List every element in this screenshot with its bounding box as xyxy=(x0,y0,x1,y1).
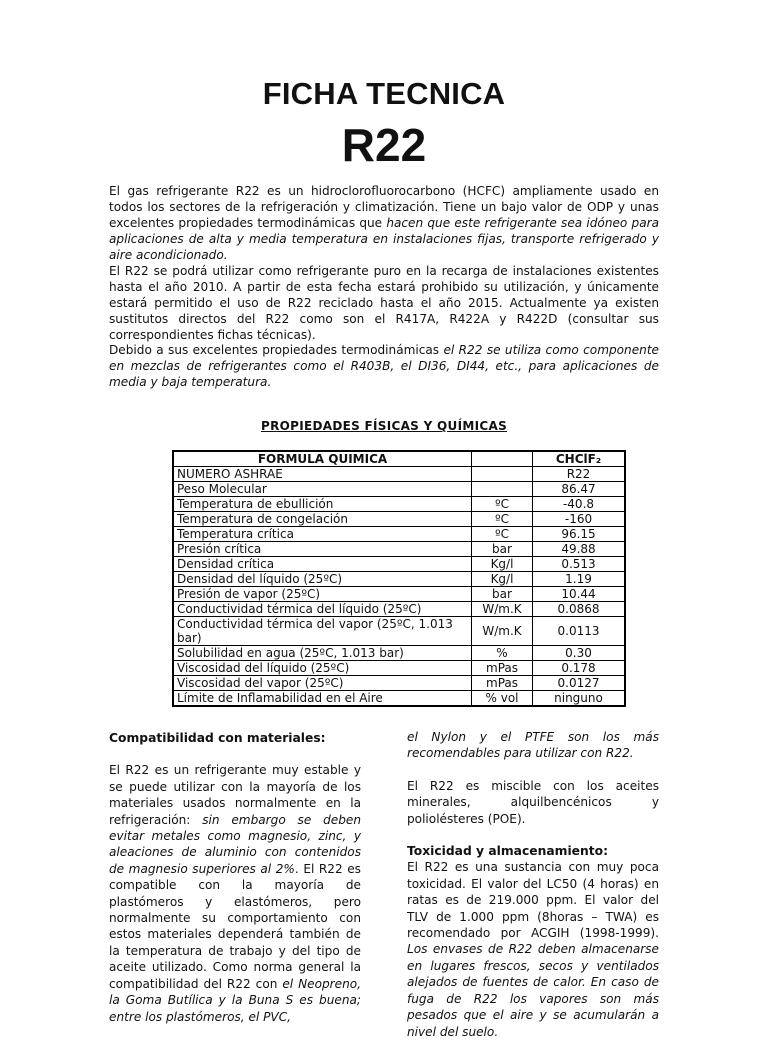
right-column xyxy=(407,729,659,1040)
property-name: Solubilidad en agua (25ºC, 1.013 bar) xyxy=(173,646,472,661)
compat-continued xyxy=(407,729,659,762)
compat-text-c: . El R22 es compatible con la mayoría de plastómeros y elastómeros, pero normalmente su comportamiento con estos materiales dependerá también de la temperatura de trabajo y del tipo de aceite utilizado. Como norma general la compatibilidad del R22 con xyxy=(109,861,361,991)
property-name: Límite de Inflamabilidad en el Aire xyxy=(173,691,472,707)
formula-unit xyxy=(472,451,533,467)
property-value: -160 xyxy=(533,512,626,527)
property-value: 96.15 xyxy=(533,527,626,542)
property-name: Peso Molecular xyxy=(173,482,472,497)
table-row xyxy=(173,646,625,661)
table-row xyxy=(173,542,625,557)
property-unit: ºC xyxy=(472,497,533,512)
property-value: 0.513 xyxy=(533,557,626,572)
property-name: Temperatura de ebullición xyxy=(173,497,472,512)
property-value: 0.0868 xyxy=(533,602,626,617)
formula-label: FORMULA QUIMICA xyxy=(173,451,472,467)
property-value: 0.0127 xyxy=(533,676,626,691)
property-name: Densidad crítica xyxy=(173,557,472,572)
toxicity-paragraph xyxy=(407,859,659,1039)
toxicity-text: El R22 es una sustancia con muy poca toxicidad. El valor del LC50 (4 horas) en ratas es de 219.000 ppm. El valor del TLV de 1.000 ppm (8horas – TWA) es recomendado por ACGIH (1998-1999). xyxy=(407,860,659,941)
compat-text-d: el Neopreno, la Goma Butílica y la Buna S es buena; entre los plastómeros, el PVC, xyxy=(109,976,362,1024)
formula-value: CHClF₂ xyxy=(533,451,626,467)
property-name: NUMERO ASHRAE xyxy=(173,467,472,482)
document-title: FICHA TECNICA xyxy=(262,76,506,111)
compat-paragraph xyxy=(109,762,361,1025)
compat-heading: Compatibilidad con materiales: xyxy=(109,731,326,745)
left-column xyxy=(109,730,361,1025)
property-value: 10.44 xyxy=(533,587,626,602)
property-unit: W/m.K xyxy=(472,602,533,617)
property-value: 49.88 xyxy=(533,542,626,557)
table-row xyxy=(173,482,625,497)
table-row xyxy=(173,661,625,676)
table-header-row xyxy=(173,451,625,467)
property-unit xyxy=(472,467,533,482)
property-value: 86.47 xyxy=(533,482,626,497)
table-row xyxy=(173,691,625,707)
property-name: Presión crítica xyxy=(173,542,472,557)
property-name: Conductividad térmica del líquido (25ºC) xyxy=(173,602,472,617)
property-value: -40.8 xyxy=(533,497,626,512)
property-name: Temperatura crítica xyxy=(173,527,472,542)
property-unit xyxy=(472,482,533,497)
property-value: 0.0113 xyxy=(533,617,626,646)
table-row xyxy=(173,527,625,542)
intro-p3-italic: el R22 se utiliza como componente en mezclas de refrigerantes como el R403B, el DI36, DI44, etc., para aplicaciones de media y baja temperatura. xyxy=(109,343,659,389)
property-name: Conductividad térmica del vapor (25ºC, 1.013 bar) xyxy=(173,617,472,646)
property-value: 0.178 xyxy=(533,661,626,676)
property-value: R22 xyxy=(533,467,626,482)
document-subtitle: R22 xyxy=(341,119,427,171)
intro-p3-text: Debido a sus excelentes propiedades termodinámicas xyxy=(109,343,444,357)
compat-continued-italic: el Nylon y el PTFE son los más recomendables para utilizar con R22. xyxy=(407,730,659,761)
property-value: 1.19 xyxy=(533,572,626,587)
toxicity-heading: Toxicidad y almacenamiento: xyxy=(407,844,609,859)
table-row xyxy=(173,572,625,587)
property-unit: mPas xyxy=(472,676,533,691)
property-unit: ºC xyxy=(472,512,533,527)
property-unit: mPas xyxy=(472,661,533,676)
property-unit: % vol xyxy=(472,691,533,707)
intro-paragraph-2: El R22 se podrá utilizar como refrigerante puro en la recarga de instalaciones existentes hasta el año 2010. A partir de esta fecha estará prohibido su utilización, y únicamente estará permitido el uso de R22 reciclado hasta el año 2015. Actualmente ya existen sustitutos directos del R22 como son el R417A, R422A y R422D (consultar sus correspondientes fichas técnicas). xyxy=(109,264,659,342)
property-name: Viscosidad del vapor (25ºC) xyxy=(173,676,472,691)
intro-p1-italic: hacen que este refrigerante sea idóneo para aplicaciones de alta y media temperatura en instalaciones fijas, transporte refrigerado y aire acondicionado. xyxy=(109,216,660,262)
oils-paragraph: El R22 es miscible con los aceites minerales, alquilbencénicos y poliolésteres (POE). xyxy=(407,778,659,826)
property-unit: bar xyxy=(472,542,533,557)
property-name: Presión de vapor (25ºC) xyxy=(173,587,472,602)
table-row xyxy=(173,497,625,512)
table-row xyxy=(173,676,625,691)
table-row xyxy=(173,602,625,617)
intro-p1-text: El gas refrigerante R22 es un hidroclorofluorocarbono (HCFC) ampliamente usado en todos los sectores de la refrigeración y climatización. Tiene un bajo valor de ODP y unas excelentes propiedades termodinámicas que xyxy=(109,184,659,230)
properties-table-body xyxy=(173,467,625,707)
property-unit: Kg/l xyxy=(472,557,533,572)
table-row xyxy=(173,617,625,646)
property-unit: ºC xyxy=(472,527,533,542)
properties-table xyxy=(172,450,626,707)
properties-heading: PROPIEDADES FÍSICAS Y QUÍMICAS xyxy=(260,419,508,433)
property-unit: bar xyxy=(472,587,533,602)
property-unit: % xyxy=(472,646,533,661)
compat-text-b: sin embargo se deben evitar metales como magnesio, zinc, y aleaciones de aluminio con contenidos de magnesio superiores al 2% xyxy=(109,812,362,876)
compat-text-a: El R22 es un refrigerante muy estable y se puede utilizar con la mayoría de los materiales usados normalmente en la refrigeración: xyxy=(109,763,361,827)
table-row xyxy=(173,557,625,572)
table-row xyxy=(173,587,625,602)
table-row xyxy=(173,512,625,527)
property-value: 0.30 xyxy=(533,646,626,661)
table-row xyxy=(173,467,625,482)
property-name: Densidad del líquido (25ºC) xyxy=(173,572,472,587)
property-unit: Kg/l xyxy=(472,572,533,587)
property-name: Viscosidad del líquido (25ºC) xyxy=(173,661,472,676)
property-name: Temperatura de congelación xyxy=(173,512,472,527)
intro-paragraph-1 xyxy=(109,183,659,263)
property-value: ninguno xyxy=(533,691,626,707)
toxicity-italic: Los envases de R22 deben almacenarse en lugares frescos, secos y ventilados alejados de fuentes de calor. En caso de fuga de R22 los vapores son más pesados que el aire y se acumularán a nivel del suelo. xyxy=(407,942,659,1039)
property-unit: W/m.K xyxy=(472,617,533,646)
intro-paragraph-3 xyxy=(109,342,659,390)
